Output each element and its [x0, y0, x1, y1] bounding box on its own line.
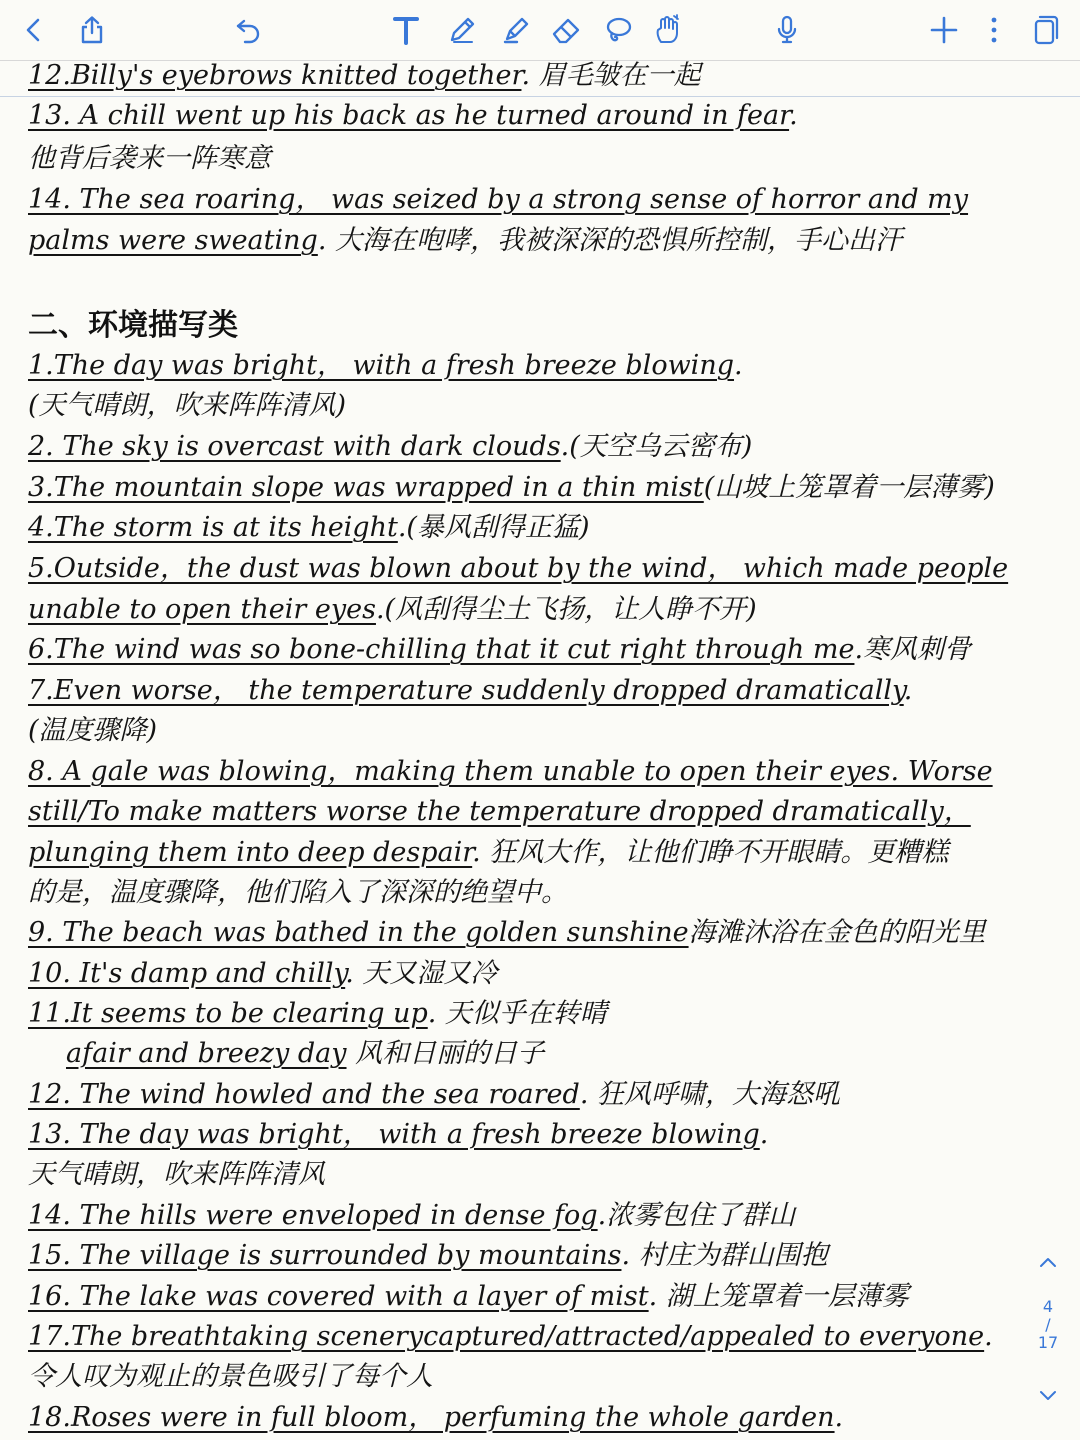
english-phrase: 4.The storm is at its height: [28, 512, 398, 543]
chinese-translation: 海滩沐浴在金色的阳光里: [688, 917, 986, 948]
chinese-translation: 风和日丽的日子: [346, 1038, 545, 1069]
note-line: [28, 549, 1008, 589]
lasso-tool-icon: [602, 14, 634, 46]
english-phrase: 16. The lake was covered with a layer of mist: [28, 1281, 649, 1312]
eraser-tool-icon: [550, 14, 582, 46]
english-phrase: 12.Billy's eyebrows knitted together: [28, 60, 522, 91]
note-line: [28, 671, 912, 711]
chinese-translation: .: [834, 1402, 844, 1433]
english-phrase: 18.Roses were in full bloom， perfuming the whole garden: [28, 1402, 835, 1433]
english-phrase: 14. The sea roaring， was seized by a strong sense of horror and my: [28, 184, 969, 215]
note-line: [28, 346, 743, 386]
hand-tool-icon: [652, 14, 684, 46]
chinese-translation: .(天空乌云密布): [560, 431, 753, 462]
chinese-translation: . 狂风大作，让他们睁不开眼睛。更糟糕: [472, 837, 949, 868]
page-down-button[interactable]: [1024, 1384, 1072, 1410]
chinese-translation: 他背后袭来一阵寒意: [28, 143, 271, 174]
add-page-button[interactable]: [922, 8, 966, 52]
chinese-translation: . 天似乎在转晴: [427, 998, 607, 1029]
english-phrase: still/To make matters worse the temperature dropped dramatically，: [28, 796, 971, 827]
note-line: [28, 752, 993, 792]
note-line: [66, 1034, 544, 1074]
note-line: [28, 1155, 325, 1195]
chinese-translation: . 眉毛皱在一起: [521, 60, 701, 91]
chinese-translation: . 湖上笼罩着一层薄雾: [648, 1281, 909, 1312]
page-separator: /: [1045, 1315, 1051, 1334]
note-line: [28, 913, 986, 953]
chinese-translation: 令人叹为观止的景色吸引了每个人: [28, 1361, 433, 1392]
note-line: [28, 630, 971, 670]
microphone-button[interactable]: [765, 8, 809, 52]
chinese-translation: 的是，温度骤降，他们陷入了深深的绝望中。: [28, 877, 568, 908]
english-phrase: 12. The wind howled and the sea roared: [28, 1079, 580, 1110]
english-phrase: 3.The mountain slope was wrapped in a thin mist: [28, 472, 704, 503]
english-phrase: 14. The hills were enveloped in dense fog: [28, 1200, 598, 1231]
english-phrase: 9. The beach was bathed in the golden sunshine: [28, 917, 689, 948]
note-line: [28, 386, 346, 426]
page-total: 17: [1037, 1333, 1059, 1352]
note-line: [28, 427, 752, 467]
note-line: [28, 792, 971, 832]
note-line: [28, 468, 995, 508]
note-line: [28, 96, 798, 136]
english-phrase: 13. The day was bright， with a fresh breeze blowing: [28, 1119, 760, 1150]
english-phrase: 13. A chill went up his back as he turned around in fear: [28, 100, 790, 131]
back-button[interactable]: [12, 8, 56, 52]
note-line: [28, 221, 902, 261]
text-tool-button[interactable]: [384, 8, 428, 52]
chinese-translation: .浓雾包住了群山: [597, 1200, 796, 1231]
note-line: [28, 1115, 768, 1155]
section-heading: 二、环境描写类: [28, 308, 238, 343]
english-phrase: plunging them into deep despair: [28, 837, 473, 868]
english-phrase: palms were sweating: [28, 225, 318, 256]
note-line: [28, 954, 497, 994]
chinese-translation: . 天又湿又冷: [345, 958, 498, 989]
chinese-translation: .: [759, 1119, 769, 1150]
chinese-translation: (天气晴朗，吹来阵阵清风): [28, 390, 347, 421]
english-phrase: 17.The breathtaking scenerycaptured/attracted/appealed to everyone: [28, 1321, 985, 1352]
microphone-icon: [771, 14, 803, 46]
share-icon: [76, 14, 108, 46]
note-line: [28, 1317, 993, 1357]
english-phrase: 7.Even worse， the temperature suddenly dropped dramatically: [28, 675, 904, 706]
chinese-translation: .(风刮得尘土飞扬，让人睁不开): [375, 594, 757, 625]
back-chevron-icon: [18, 14, 50, 46]
chinese-translation: .: [903, 675, 913, 706]
highlighter-tool-button[interactable]: [494, 8, 538, 52]
note-line: [28, 1236, 828, 1276]
chevron-up-icon: [1037, 1252, 1059, 1274]
lasso-tool-button[interactable]: [596, 8, 640, 52]
chinese-translation: 天气晴朗，吹来阵阵清风: [28, 1159, 325, 1190]
chinese-translation: .寒风刺骨: [854, 634, 972, 665]
chinese-translation: (温度骤降): [28, 715, 158, 746]
undo-button[interactable]: [226, 8, 270, 52]
more-button[interactable]: [972, 8, 1016, 52]
toolbar: [0, 0, 1080, 61]
chinese-translation: . 大海在咆哮，我被深深的恐惧所控制，手心出汗: [317, 225, 902, 256]
undo-icon: [232, 14, 264, 46]
chinese-translation: .(暴风刮得正猛): [397, 512, 590, 543]
pages-button[interactable]: [1022, 8, 1066, 52]
english-phrase: 11.It seems to be clearing up: [28, 998, 428, 1029]
note-line: [28, 590, 757, 630]
english-phrase: 10. It's damp and chilly: [28, 958, 346, 989]
chinese-translation: .: [789, 100, 798, 131]
note-line: [28, 1357, 433, 1397]
pen-tool-icon: [446, 14, 478, 46]
note-line: [28, 711, 157, 751]
note-line: [28, 1196, 795, 1236]
english-phrase: 15. The village is surrounded by mountains: [28, 1240, 622, 1271]
more-icon: [978, 14, 1010, 46]
pen-tool-button[interactable]: [440, 8, 484, 52]
text-tool-icon: [390, 14, 422, 46]
add-icon: [928, 14, 960, 46]
page-indicator: [1024, 1298, 1072, 1352]
note-line: [28, 139, 271, 179]
note-line: [28, 873, 568, 913]
note-line: [28, 508, 589, 548]
pages-icon: [1028, 14, 1060, 46]
note-line: [28, 1398, 843, 1438]
chinese-translation: (山坡上笼罩着一层薄雾): [703, 472, 995, 503]
page-current: 4: [1042, 1297, 1054, 1316]
english-phrase: 1.The day was bright， with a fresh breeze blowing: [28, 350, 734, 381]
english-phrase: 6.The wind was so bone-chilling that it cut right through me: [28, 634, 855, 665]
eraser-tool-button[interactable]: [544, 8, 588, 52]
chinese-translation: . 村庄为群山围抱: [621, 1240, 828, 1271]
english-phrase: 5.Outside，the dust was blown about by the wind， which made people: [28, 553, 1009, 584]
share-button[interactable]: [70, 8, 114, 52]
note-line: [28, 180, 968, 220]
chevron-down-icon: [1037, 1384, 1059, 1406]
english-phrase: afair and breezy day: [66, 1038, 347, 1069]
english-phrase: unable to open their eyes: [28, 594, 376, 625]
chinese-translation: . 狂风呼啸，大海怒吼: [579, 1079, 840, 1110]
note-line: [28, 1277, 909, 1317]
english-phrase: 2. The sky is overcast with dark clouds: [28, 431, 561, 462]
highlighter-tool-icon: [500, 14, 532, 46]
chinese-translation: .: [734, 350, 743, 381]
note-line: [28, 994, 607, 1034]
english-phrase: 8. A gale was blowing，making them unable to open their eyes. Worse: [28, 756, 993, 787]
hand-tool-button[interactable]: [646, 8, 690, 52]
page-up-button[interactable]: [1024, 1252, 1072, 1278]
note-canvas[interactable]: [0, 60, 1080, 1440]
note-line: [28, 60, 701, 96]
note-line: [28, 833, 948, 873]
note-line: [28, 1075, 840, 1115]
chinese-translation: .: [984, 1321, 993, 1352]
